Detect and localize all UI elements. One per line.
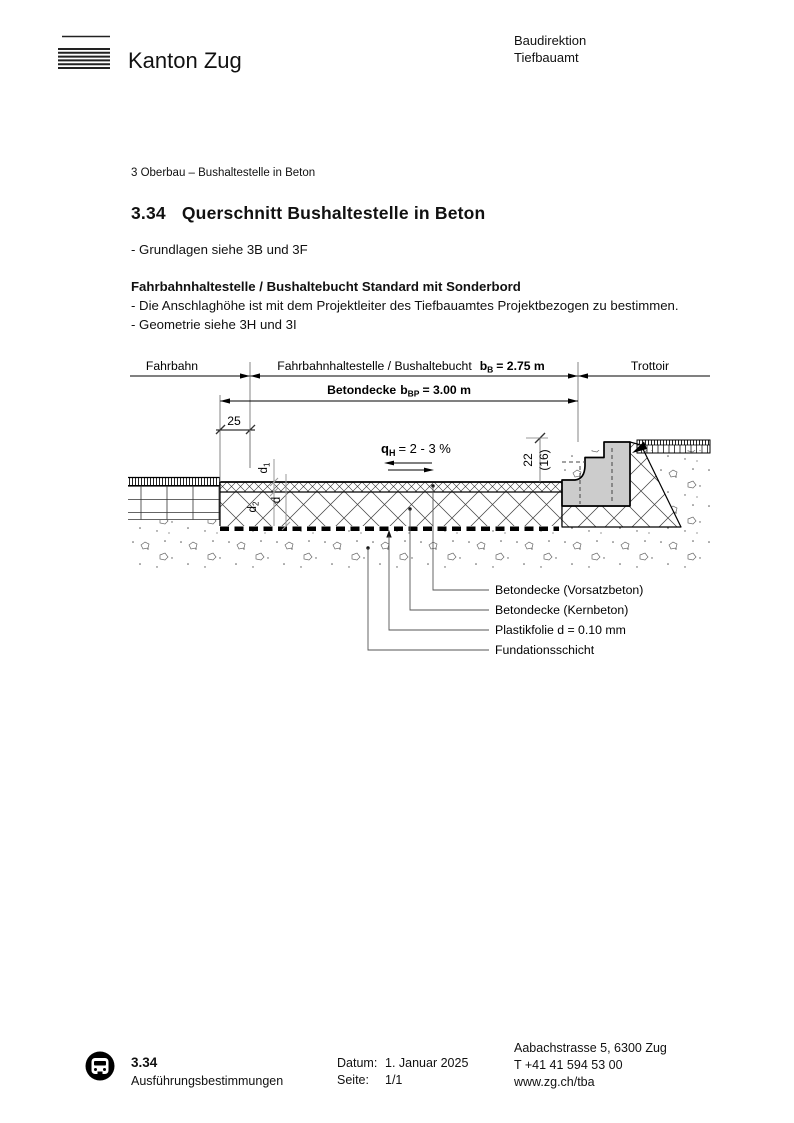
footer-page-value: 1/1 <box>385 1073 403 1087</box>
annotation-fundationsschicht: Fundationsschicht <box>495 643 595 657</box>
annotation-vorsatzbeton: Betondecke (Vorsatzbeton) <box>495 583 644 597</box>
bus-icon <box>84 1050 116 1082</box>
zone-label-trottoir: Trottoir <box>630 359 670 373</box>
sidewalk-pavers <box>632 440 710 453</box>
lead-line: - Grundlagen siehe 3B und 3F <box>131 242 308 257</box>
annotation-plastikfolie: Plastikfolie d = 0.10 mm <box>495 623 626 637</box>
thickness-d2-label: $d_2$ <box>247 501 261 513</box>
concrete-deck <box>220 482 562 529</box>
footer-website: www.zg.ch/tba <box>514 1075 595 1089</box>
header-department: Baudirektion <box>514 33 587 48</box>
curb-height-value: 22 <box>521 453 535 467</box>
footer-contact-block <box>514 1040 667 1091</box>
footer-meta-block <box>337 1055 468 1089</box>
roadway-layers <box>128 478 220 520</box>
header-office: Tiefbauamt <box>514 49 579 65</box>
breadcrumb: 3 Oberbau – Bushaltestelle in Beton <box>131 167 316 179</box>
thickness-d1-label: $d_1$ <box>258 462 272 474</box>
section-bullet-2: - Geometrie siehe 3H und 3I <box>131 317 297 332</box>
section-bullet-1: - Die Anschlaghöhe ist mit dem Projektleiter des Tiefbauamtes Projektbezogen zu bestimmen. <box>131 298 679 313</box>
footer-address: Aabachstrasse 5, 6300 Zug <box>514 1041 667 1055</box>
thickness-d-label: d <box>271 496 283 504</box>
section-heading: Fahrbahnhaltestelle / Bushaltebucht Standard mit Sonderbord <box>131 279 521 294</box>
zone-label-fahrbahn: Fahrbahn <box>145 359 199 373</box>
footer-doc-type: Ausführungsbestimmungen <box>131 1074 284 1088</box>
annotation-kernbeton: Betondecke (Kernbeton) <box>495 603 629 617</box>
footer-doc-number: 3.34 <box>131 1055 158 1070</box>
cross-section-diagram <box>128 356 712 668</box>
page-title <box>131 203 485 224</box>
edge-offset-dimension <box>216 425 255 468</box>
footer-date-label: Datum: <box>337 1056 378 1070</box>
deck-width-label: Betondecke $b_{BP} = 3.00$ m <box>327 383 471 399</box>
title-text: Querschnitt Bushaltestelle in Beton <box>181 203 486 223</box>
header-org-block <box>514 33 586 66</box>
slope-label: $q_H = 2 - 3$ % <box>381 441 451 458</box>
title-number: 3.34 <box>131 203 166 223</box>
canton-wordmark: Kanton Zug <box>128 48 242 73</box>
footer-phone: T +41 41 594 53 00 <box>514 1058 623 1072</box>
footer-page-label: Seite: <box>337 1073 369 1087</box>
footer-date-value: 1. Januar 2025 <box>385 1056 469 1070</box>
stripes-logo-icon <box>58 35 111 71</box>
edge-offset-value: 25 <box>227 414 241 428</box>
curb-height-alt-value: (16) <box>537 449 551 471</box>
zone-label-bushaltebucht: Fahrbahnhaltestelle / Bushaltebucht $b_B = 2.75$ m <box>277 359 545 375</box>
slope-direction-arrows <box>384 461 434 473</box>
